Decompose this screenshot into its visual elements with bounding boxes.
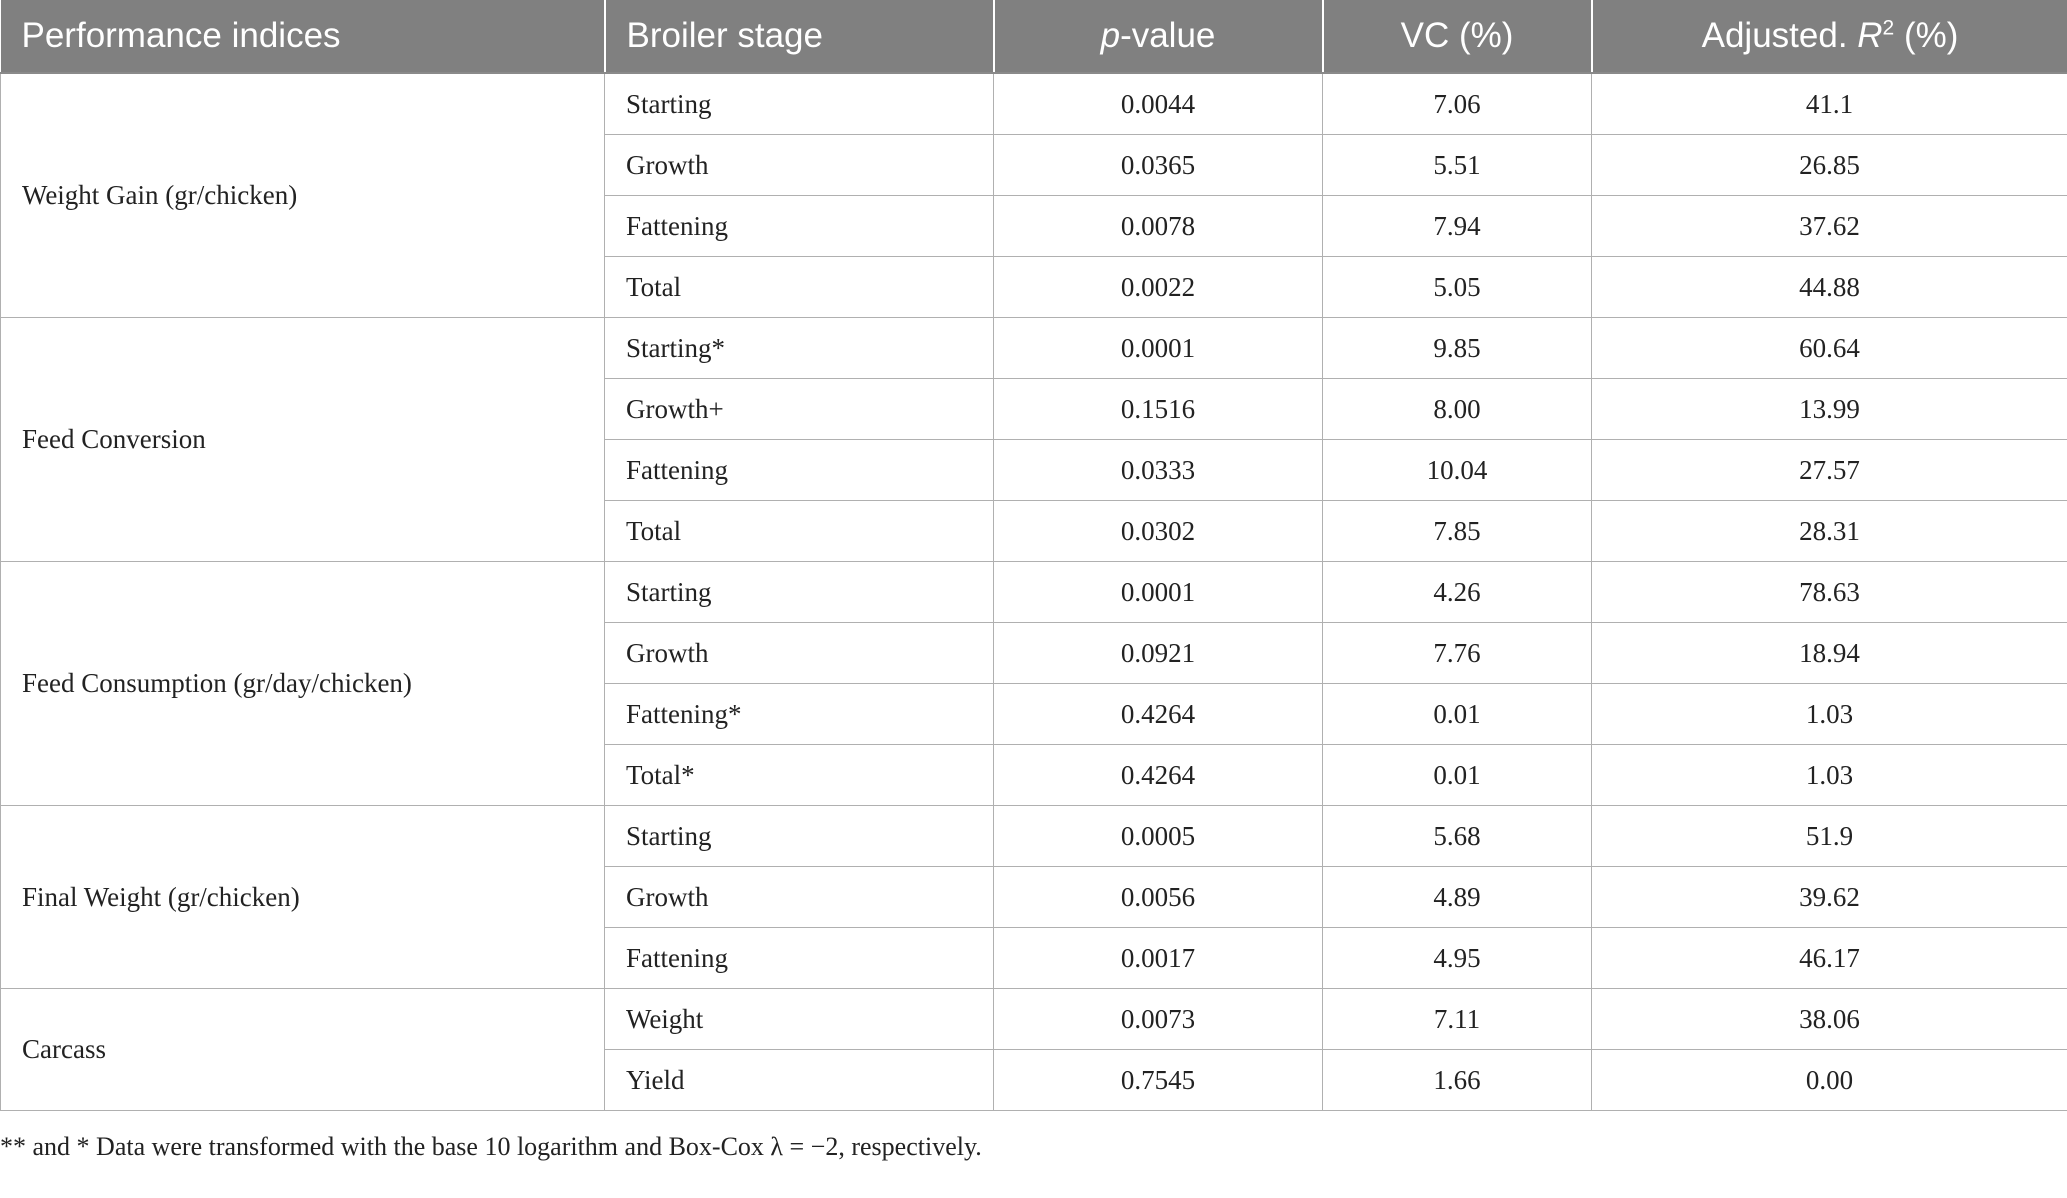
vc-cell: 1.66 — [1323, 1050, 1592, 1111]
broiler-stage-cell: Weight — [605, 989, 994, 1050]
p-value-cell: 0.7545 — [994, 1050, 1323, 1111]
adjusted-r2-cell: 78.63 — [1592, 562, 2067, 623]
broiler-stage-cell: Yield — [605, 1050, 994, 1111]
broiler-stage-cell: Fattening — [605, 440, 994, 501]
broiler-stage-cell: Total — [605, 257, 994, 318]
header-p-italic: p — [1100, 16, 1121, 55]
broiler-stage-cell: Starting — [605, 562, 994, 623]
vc-cell: 8.00 — [1323, 379, 1592, 440]
performance-index-cell: Feed Conversion — [1, 318, 605, 562]
adjusted-r2-cell: 37.62 — [1592, 196, 2067, 257]
vc-cell: 7.94 — [1323, 196, 1592, 257]
adjusted-r2-cell: 60.64 — [1592, 318, 2067, 379]
adjusted-r2-cell: 46.17 — [1592, 928, 2067, 989]
p-value-cell: 0.4264 — [994, 745, 1323, 806]
header-r2-pre: Adjusted. — [1701, 16, 1858, 55]
header-adjusted-r2 — [1592, 0, 2067, 73]
vc-cell: 4.89 — [1323, 867, 1592, 928]
table-footnote: ** and * Data were transformed with the base 10 logarithm and Box-Cox λ = −2, respectively. — [0, 1132, 982, 1161]
broiler-stage-cell: Fattening* — [605, 684, 994, 745]
adjusted-r2-cell: 44.88 — [1592, 257, 2067, 318]
header-r2-italic: R — [1857, 16, 1883, 55]
broiler-stage-cell: Fattening — [605, 928, 994, 989]
vc-cell: 7.06 — [1323, 73, 1592, 135]
broiler-stage-cell: Growth — [605, 867, 994, 928]
vc-cell: 10.04 — [1323, 440, 1592, 501]
performance-index-cell: Weight Gain (gr/chicken) — [1, 73, 605, 318]
table-row — [1, 318, 2067, 379]
p-value-cell: 0.0073 — [994, 989, 1323, 1050]
vc-cell: 4.95 — [1323, 928, 1592, 989]
p-value-cell: 0.0044 — [994, 73, 1323, 135]
table-row — [1, 562, 2067, 623]
header-p-rest: -value — [1120, 16, 1216, 55]
p-value-cell: 0.0078 — [994, 196, 1323, 257]
vc-cell: 0.01 — [1323, 684, 1592, 745]
adjusted-r2-cell: 1.03 — [1592, 745, 2067, 806]
broiler-stage-cell: Growth — [605, 623, 994, 684]
adjusted-r2-cell: 27.57 — [1592, 440, 2067, 501]
vc-cell: 7.11 — [1323, 989, 1592, 1050]
vc-cell: 7.76 — [1323, 623, 1592, 684]
broiler-stage-cell: Starting — [605, 73, 994, 135]
p-value-cell: 0.0017 — [994, 928, 1323, 989]
vc-cell: 0.01 — [1323, 745, 1592, 806]
vc-cell: 7.85 — [1323, 501, 1592, 562]
broiler-stage-cell: Starting — [605, 806, 994, 867]
adjusted-r2-cell: 26.85 — [1592, 135, 2067, 196]
header-p-value — [994, 0, 1323, 73]
adjusted-r2-cell: 18.94 — [1592, 623, 2067, 684]
adjusted-r2-cell: 1.03 — [1592, 684, 2067, 745]
broiler-stage-cell: Total* — [605, 745, 994, 806]
table-row — [1, 806, 2067, 867]
p-value-cell: 0.0056 — [994, 867, 1323, 928]
table-body — [1, 73, 2067, 1111]
adjusted-r2-cell: 38.06 — [1592, 989, 2067, 1050]
table-row — [1, 989, 2067, 1050]
table-header — [1, 0, 2067, 73]
adjusted-r2-cell: 13.99 — [1592, 379, 2067, 440]
p-value-cell: 0.0005 — [994, 806, 1323, 867]
performance-index-cell: Feed Consumption (gr/day/chicken) — [1, 562, 605, 806]
header-vc: VC (%) — [1323, 0, 1592, 73]
adjusted-r2-cell: 51.9 — [1592, 806, 2067, 867]
header-r2-sup: 2 — [1882, 16, 1895, 40]
adjusted-r2-cell: 0.00 — [1592, 1050, 2067, 1111]
p-value-cell: 0.0001 — [994, 318, 1323, 379]
adjusted-r2-cell: 28.31 — [1592, 501, 2067, 562]
vc-cell: 5.51 — [1323, 135, 1592, 196]
p-value-cell: 0.0302 — [994, 501, 1323, 562]
p-value-cell: 0.0365 — [994, 135, 1323, 196]
broiler-stage-cell: Starting* — [605, 318, 994, 379]
broiler-stage-cell: Total — [605, 501, 994, 562]
p-value-cell: 0.0921 — [994, 623, 1323, 684]
adjusted-r2-cell: 39.62 — [1592, 867, 2067, 928]
header-performance-indices: Performance indices — [1, 0, 605, 73]
p-value-cell: 0.0022 — [994, 257, 1323, 318]
broiler-stage-cell: Growth — [605, 135, 994, 196]
performance-index-cell: Final Weight (gr/chicken) — [1, 806, 605, 989]
vc-cell: 5.05 — [1323, 257, 1592, 318]
table-row — [1, 73, 2067, 135]
vc-cell: 5.68 — [1323, 806, 1592, 867]
vc-cell: 9.85 — [1323, 318, 1592, 379]
broiler-stage-cell: Fattening — [605, 196, 994, 257]
p-value-cell: 0.0001 — [994, 562, 1323, 623]
header-r2-post: (%) — [1894, 16, 1959, 55]
p-value-cell: 0.0333 — [994, 440, 1323, 501]
broiler-stage-cell: Growth+ — [605, 379, 994, 440]
vc-cell: 4.26 — [1323, 562, 1592, 623]
performance-index-cell: Carcass — [1, 989, 605, 1111]
p-value-cell: 0.1516 — [994, 379, 1323, 440]
header-broiler-stage: Broiler stage — [605, 0, 994, 73]
p-value-cell: 0.4264 — [994, 684, 1323, 745]
header-row — [1, 0, 2067, 73]
adjusted-r2-cell: 41.1 — [1592, 73, 2067, 135]
